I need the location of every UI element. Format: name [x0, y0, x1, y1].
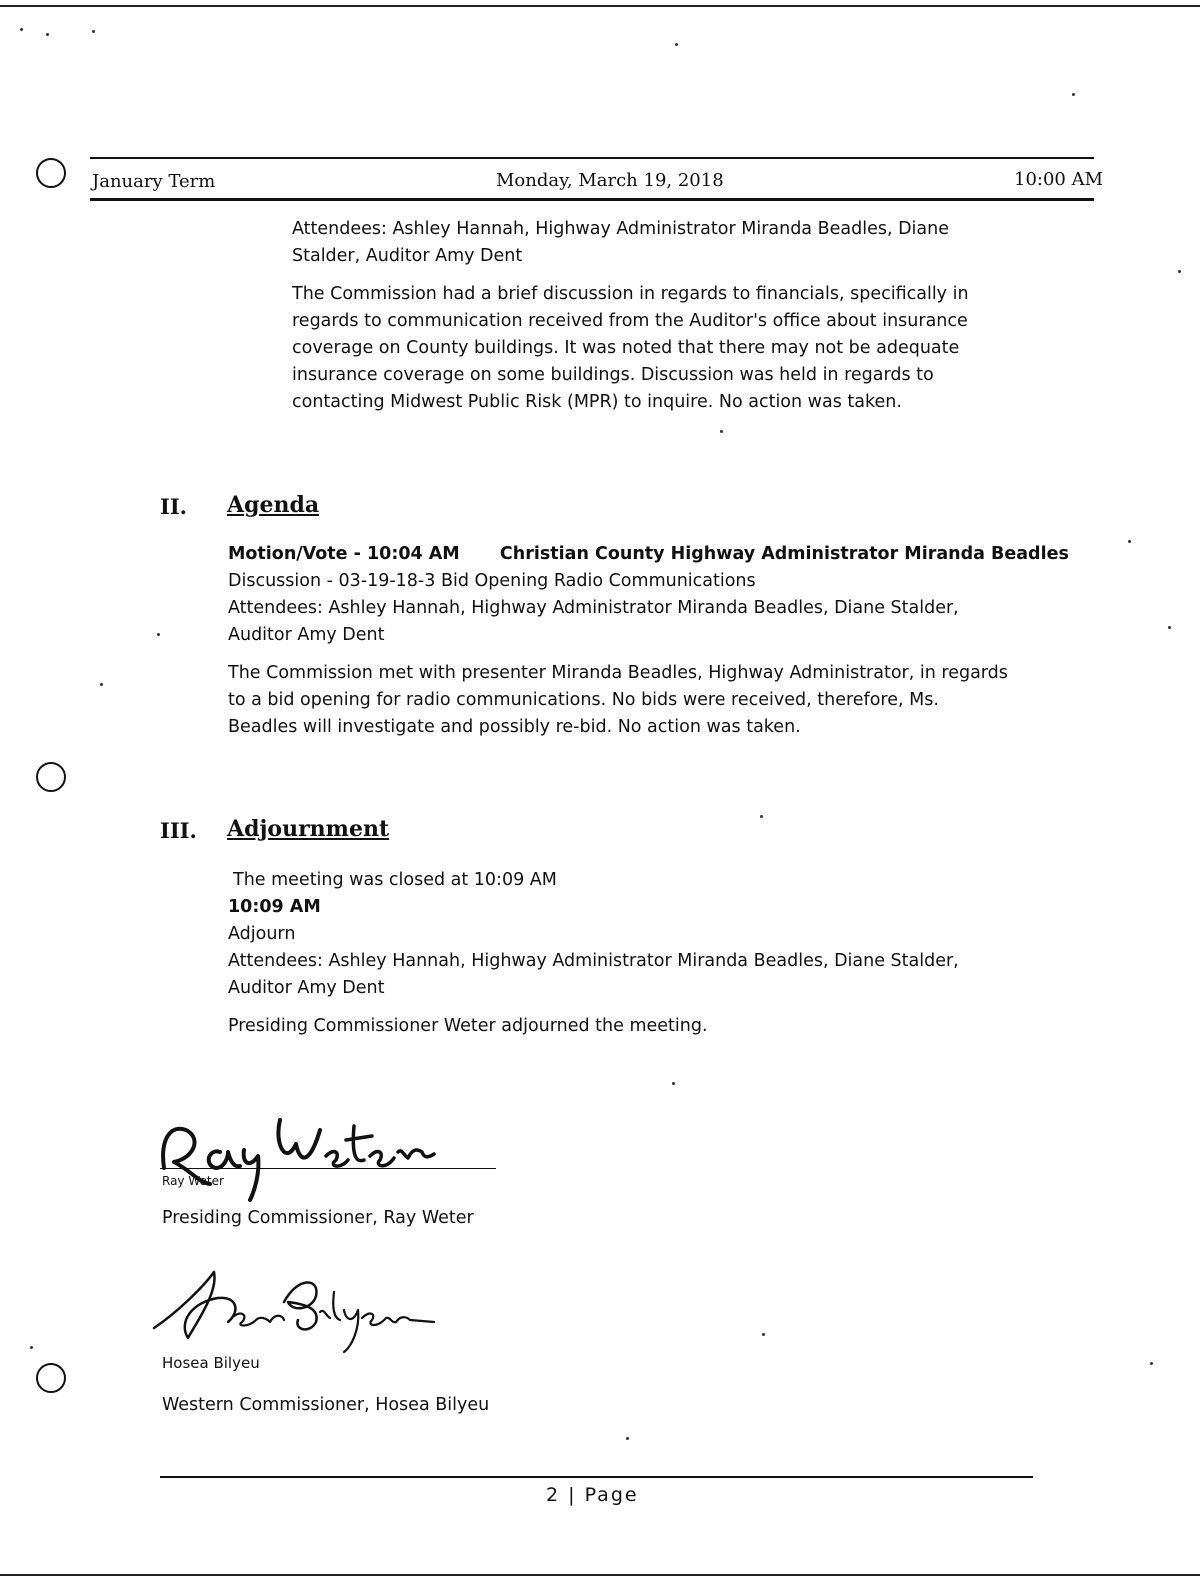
motion-presenter: Christian County Highway Administrator Miranda Beadles [499, 544, 1069, 564]
binder-hole [36, 158, 66, 188]
section-title-adjournment: Adjournment [227, 816, 390, 842]
scan-speck [1128, 540, 1131, 543]
signature-hosea-bilyeu [148, 1262, 448, 1357]
scan-speck [46, 33, 49, 36]
section-title-agenda: Agenda [227, 492, 320, 518]
section-number: II. [160, 494, 187, 519]
previous-section [292, 216, 1004, 416]
scan-speck [20, 28, 23, 31]
scan-speck [157, 633, 160, 636]
adjournment-label: Adjourn [228, 924, 296, 944]
signer-title: Presiding Commissioner, Ray Weter [162, 1208, 474, 1228]
previous-summary: The Commission had a brief discussion in regards to financials, specifically in regards to communication received from the Auditor's office about insurance coverage on County buildings. It was noted that there may not be adequate insurance coverage on some buildings. Discussion was held in regards to contacting Midwest Public Risk (MPR) to inquire. No action was taken. [292, 284, 969, 412]
adjournment-time: 10:09 AM [228, 897, 321, 917]
scan-speck [762, 1333, 765, 1336]
signature-line [160, 1168, 496, 1169]
scan-speck [760, 815, 763, 818]
binder-hole [36, 762, 66, 792]
header-date: Monday, March 19, 2018 [496, 170, 724, 191]
agenda-item [228, 541, 1069, 741]
scan-speck [1150, 1362, 1153, 1365]
page-number: 2 | Page [546, 1484, 639, 1506]
adjournment-attendees: Attendees: Ashley Hannah, Highway Administrator Miranda Beadles, Diane Stalder, Auditor Amy Dent [228, 951, 959, 998]
agenda-motion-line [228, 541, 1069, 568]
signature-caption: Hosea Bilyeu [162, 1354, 260, 1372]
motion-label: Motion/Vote - 10:04 AM [228, 544, 460, 564]
header-time: 10:00 AM [1014, 169, 1104, 190]
agenda-discussion: Discussion - 03-19-18-3 Bid Opening Radio Communications [228, 571, 756, 591]
binder-hole [36, 1363, 66, 1393]
scan-speck [626, 1437, 629, 1440]
agenda-attendees: Attendees: Ashley Hannah, Highway Administrator Miranda Beadles, Diane Stalder, Auditor Amy Dent [228, 598, 959, 645]
scan-speck [675, 43, 678, 46]
adjournment-item [228, 867, 1018, 1040]
scan-speck [1072, 93, 1075, 96]
signature-ray-weter [150, 1100, 450, 1205]
footer-rule [160, 1476, 1033, 1478]
scan-speck [672, 1082, 675, 1085]
header-top-rule [90, 157, 1094, 159]
agenda-summary: The Commission met with presenter Miranda Beadles, Highway Administrator, in regards to a bid opening for radio communications. No bids were received, therefore, Ms. Beadles will investigate and possibly re-bid. No action was taken. [228, 663, 1008, 737]
scan-bottom-edge [0, 1574, 1200, 1576]
previous-attendees: Attendees: Ashley Hannah, Highway Administrator Miranda Beadles, Diane Stalder, Auditor Amy Dent [292, 219, 949, 266]
signer-title: Western Commissioner, Hosea Bilyeu [162, 1395, 490, 1415]
section-number: III. [160, 818, 197, 843]
header-term: January Term [92, 171, 216, 192]
scan-speck [1178, 270, 1181, 273]
scan-speck [1168, 626, 1171, 629]
adjournment-closed: The meeting was closed at 10:09 AM [233, 870, 557, 890]
scan-speck [720, 430, 723, 433]
scan-speck [100, 683, 103, 686]
scan-speck [30, 1346, 33, 1349]
adjournment-note: Presiding Commissioner Weter adjourned the meeting. [228, 1016, 708, 1036]
scan-top-edge [0, 5, 1200, 7]
scan-speck [92, 30, 95, 33]
header-bottom-rule [90, 198, 1094, 201]
signature-caption: Ray Weter [162, 1174, 224, 1188]
